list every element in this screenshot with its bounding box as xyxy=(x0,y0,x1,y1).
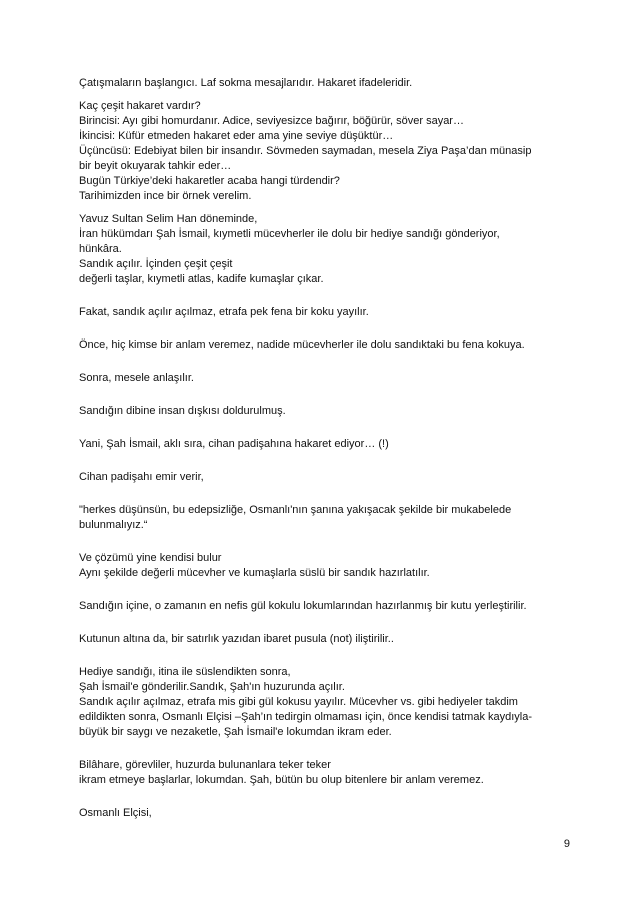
text-line: bir beyit okuyarak tahkir eder… xyxy=(79,160,232,172)
text-line: Sandık açılır açılmaz, etrafa mis gibi gül kokusu yayılır. Mücevher vs. gibi hediyeler takdim xyxy=(79,696,518,708)
text-line: ikram etmeye başlarlar, lokumdan. Şah, bütün bu olup bitenlere bir anlam veremez. xyxy=(79,774,484,786)
text-line: Aynı şekilde değerli mücevher ve kumaşlarla süslü bir sandık hazırlatılır. xyxy=(79,567,430,579)
paragraph-intro xyxy=(79,76,569,91)
paragraph-lokum xyxy=(79,599,569,614)
text-line: Cihan padişahı emir verir, xyxy=(79,471,204,483)
text-line: Yani, Şah İsmail, aklı sıra, cihan padişahına hakaret ediyor… (!) xyxy=(79,438,389,450)
page-body xyxy=(79,76,569,821)
text-line: Fakat, sandık açılır açılmaz, etrafa pek fena bir koku yayılır. xyxy=(79,306,369,318)
paragraph-insult xyxy=(79,437,569,452)
text-line: Kutunun altına da, bir satırlık yazıdan ibaret pusula (not) iliştirilir.. xyxy=(79,633,394,645)
text-line: Yavuz Sultan Selim Han döneminde, xyxy=(79,213,258,225)
paragraph-gift xyxy=(79,665,569,740)
page-number: 9 xyxy=(563,838,570,850)
text-line: Önce, hiç kimse bir anlam veremez, nadide mücevherler ile dolu sandıktaki bu fena kokuya. xyxy=(79,339,525,351)
text-line: Hediye sandığı, itina ile süslendikten sonra, xyxy=(79,666,291,678)
paragraph-understood xyxy=(79,371,569,386)
text-line: İran hükümdarı Şah İsmail, kıymetli mücevherler ile dolu bir hediye sandığı gönderiyor, xyxy=(79,228,500,240)
text-line: Sandık açılır. İçinden çeşit çeşit xyxy=(79,258,233,270)
paragraph-insult-types xyxy=(79,99,569,204)
paragraph-yavuz xyxy=(79,212,569,287)
text-line: Çatışmaların başlangıcı. Laf sokma mesajlarıdır. Hakaret ifadeleridir. xyxy=(79,77,413,89)
paragraph-smell xyxy=(79,305,569,320)
text-line: Birincisi: Ayı gibi homurdanır. Adice, seviyesizce bağırır, böğürür, söver sayar… xyxy=(79,115,464,127)
paragraph-order xyxy=(79,470,569,485)
text-line: Bilâhare, görevliler, huzurda bulunanlara teker teker xyxy=(79,759,331,771)
text-line: bulunmalıyız.“ xyxy=(79,519,148,531)
text-line: Sandığın içine, o zamanın en nefis gül kokulu lokumlarından hazırlanmış bir kutu yerleştirilir. xyxy=(79,600,527,612)
text-line: Kaç çeşit hakaret vardır? xyxy=(79,100,201,112)
text-line: Üçüncüsü: Edebiyat bilen bir insandır. Sövmeden saymadan, mesela Ziya Paşa’dan münasip xyxy=(79,145,532,157)
text-line: edildikten sonra, Osmanlı Elçisi –Şah’ın tedirgin olmaması için, önce kendisi tatmak kaydıyla- xyxy=(79,711,533,723)
text-line: Tarihimizden ince bir örnek verelim. xyxy=(79,190,252,202)
paragraph-confusion xyxy=(79,338,569,353)
text-line: Osmanlı Elçisi, xyxy=(79,807,152,819)
text-line: Sonra, mesele anlaşılır. xyxy=(79,372,194,384)
text-line: Sandığın dibine insan dışkısı doldurulmuş. xyxy=(79,405,286,417)
paragraph-serving xyxy=(79,758,569,788)
text-line: değerli taşlar, kıymetli atlas, kadife kumaşlar çıkar. xyxy=(79,273,324,285)
paragraph-note xyxy=(79,632,569,647)
text-line: Bugün Türkiye’deki hakaretler acaba hangi türdendir? xyxy=(79,175,340,187)
text-line: Şah İsmail'e gönderilir.Sandık, Şah'ın huzurunda açılır. xyxy=(79,681,345,693)
text-line: İkincisi: Küfür etmeden hakaret eder ama yine seviye düşüktür… xyxy=(79,130,394,142)
paragraph-solution xyxy=(79,551,569,581)
paragraph-envoy xyxy=(79,806,569,821)
text-line: büyük bir saygı ve nezaketle, Şah İsmail'e lokumdan ikram eder. xyxy=(79,726,392,738)
text-line: Ve çözümü yine kendisi bulur xyxy=(79,552,222,564)
paragraph-quote xyxy=(79,503,569,533)
paragraph-bottom xyxy=(79,404,569,419)
text-line: hünkâra. xyxy=(79,243,122,255)
text-line: "herkes düşünsün, bu edepsizliğe, Osmanlı'nın şanına yakışacak şekilde bir mukabelede xyxy=(79,504,512,516)
